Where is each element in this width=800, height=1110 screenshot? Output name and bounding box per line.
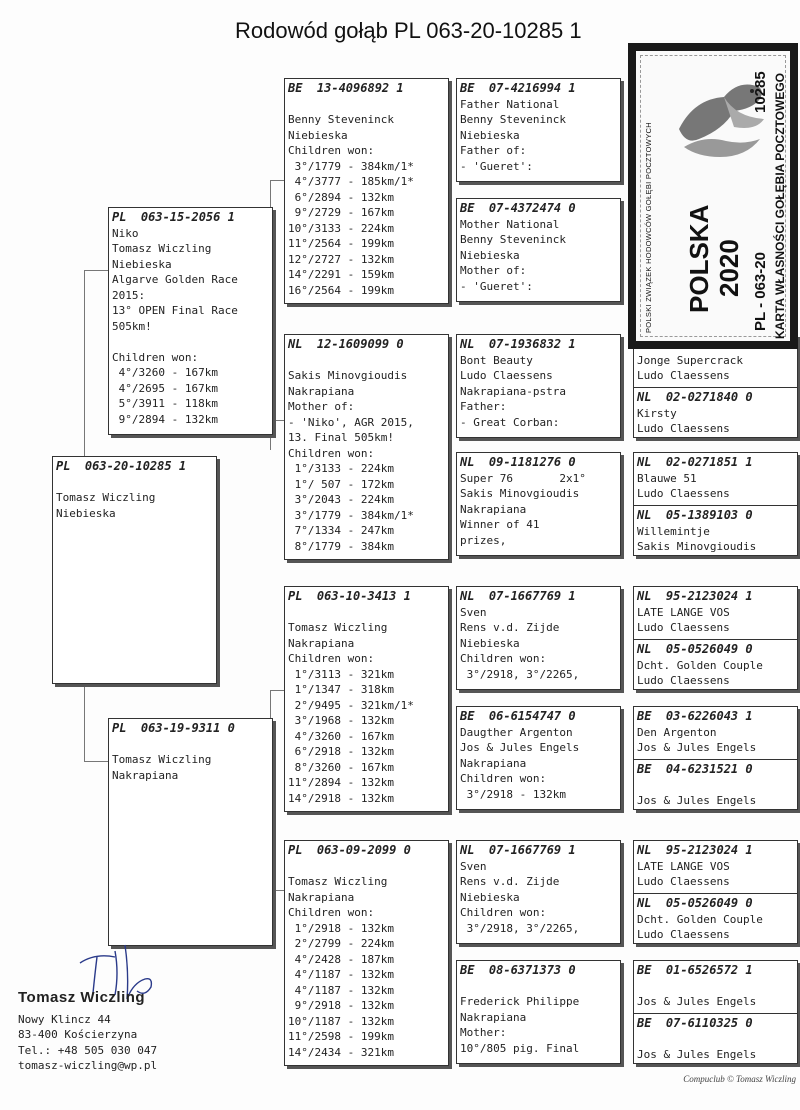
pedigree-ds-card [284, 586, 449, 812]
card-line: Mother of: [460, 264, 527, 277]
card-line: 4°/1187 - 132km [288, 983, 394, 997]
connector-line [84, 761, 108, 762]
card-number: 10285 [752, 71, 769, 113]
card-line: Tomasz Wiczling [288, 621, 388, 634]
card-line [637, 1032, 794, 1048]
ring-number: PL 063-19-9311 0 [112, 721, 235, 735]
card-line: Children won: [460, 652, 547, 665]
card-line: Nakrapiana [460, 502, 527, 516]
card-lines [288, 353, 445, 555]
card-caption: KARTA WŁASNOŚCI GOŁĘBIA POCZTOWEGO [773, 73, 787, 339]
card-line: 10°/805 pig. Final [460, 1041, 580, 1055]
pedigree-sss-card [456, 78, 621, 182]
connector-line [84, 270, 85, 460]
card-line: Dcht. Golden Couple [637, 658, 763, 672]
card-line: Jonge Supercrack [637, 353, 743, 367]
pedigree-sd-card [284, 334, 449, 560]
card-line: 14°/2291 - 159km [288, 268, 394, 281]
ring-number: PL 063-15-2056 1 [112, 210, 235, 224]
ring-number: BE 01-6526572 1 [637, 963, 753, 977]
card-line: 14°/2434 - 321km [288, 1045, 394, 1059]
card-line [56, 475, 213, 491]
card-line: 11°/2598 - 199km [288, 1030, 394, 1043]
ring-number: PL 063-09-2099 0 [288, 843, 411, 857]
pedigree-sdd-card [456, 452, 621, 556]
connector-line [84, 270, 108, 271]
card-line: Nakrapiana [288, 890, 355, 904]
pedigree-g5-half [634, 453, 797, 505]
card-line: 8°/1779 - 384km [288, 539, 394, 553]
card-lines [288, 859, 445, 1061]
card-line: Dcht. Golden Couple [637, 912, 763, 926]
pedigree-dsd-card [456, 706, 621, 810]
card-line: Ludo Claessens [460, 369, 553, 382]
card-line: 1°/ 507 - 172km [288, 477, 394, 491]
card-line [637, 778, 794, 794]
pedigree-dd-card [284, 840, 449, 1066]
card-line: Ludo Claessens [637, 875, 730, 888]
card-line: Tomasz Wiczling [56, 491, 156, 504]
card-line: Den Argenton [637, 725, 717, 739]
card-country: POLSKA [684, 204, 714, 313]
owner-address2: 83-400 Kościerzyna [18, 1028, 138, 1041]
card-line: 1°/2918 - 132km [288, 921, 394, 935]
card-line: Ludo Claessens [637, 369, 730, 382]
card-line: 13. Final 505km! [288, 431, 394, 444]
card-line: Niebieska [56, 506, 116, 520]
owner-phone: Tel.: +48 505 030 047 [18, 1043, 158, 1057]
card-line: Sakis Minovgioudis [637, 540, 757, 553]
ring-number: NL 02-0271851 1 [637, 455, 753, 469]
pedigree-g5-half [634, 505, 797, 556]
pedigree-dss-card [456, 586, 621, 690]
card-line: Niebieska [460, 248, 520, 262]
ownership-card [628, 43, 798, 349]
card-line [112, 737, 269, 753]
owner-info [18, 990, 157, 1074]
card-line: - 'Gueret': [460, 279, 533, 293]
card-line: Niko [112, 226, 139, 240]
card-line: Jos & Jules Engels [637, 794, 757, 807]
card-line: Children won: [112, 350, 199, 364]
card-line: LATE LANGE VOS [637, 605, 730, 619]
card-lines [460, 97, 617, 175]
card-line: 9°/2894 - 132km [112, 412, 218, 426]
card-line: 3°/1779 - 384km/1* [288, 508, 414, 522]
card-line [460, 979, 617, 995]
card-line: 2°/2799 - 224km [288, 937, 394, 950]
card-line: 3°/1779 - 384km/1* [288, 159, 414, 173]
card-line: 3°/2918 - 132km [460, 787, 566, 801]
pedigree-g5-half [634, 387, 797, 438]
card-line: 9°/2729 - 167km [288, 206, 394, 219]
pedigree-g5-half [634, 639, 797, 690]
card-line: 4°/2428 - 187km [288, 952, 394, 966]
footer-credit: Compuclub © Tomasz Wiczling [683, 1074, 796, 1084]
pedigree-ddd-card [456, 960, 621, 1064]
pedigree-g5-half [634, 707, 797, 759]
card-line [288, 353, 445, 369]
card-line: Nakrapiana [460, 1010, 527, 1024]
card-line: Nakrapiana [112, 768, 179, 782]
card-line: 4°/1187 - 132km [288, 968, 394, 981]
card-line: Nakrapiana [288, 384, 355, 398]
card-line: 1°/3113 - 321km [288, 667, 394, 681]
card-line: Mother: [460, 1026, 507, 1039]
ring-number: NL 07-1667769 1 [460, 843, 576, 857]
card-line: Benny Steveninck [460, 113, 566, 126]
card-line: Children won: [460, 772, 547, 785]
card-line: 2°/9495 - 321km/1* [288, 698, 414, 712]
card-line: 12°/2727 - 132km [288, 252, 394, 266]
card-line: Children won: [288, 906, 375, 919]
card-line: Blauwe 51 [637, 471, 697, 485]
connector-line [270, 690, 284, 691]
card-line [112, 334, 269, 350]
ring-number: BE 13-4096892 1 [288, 81, 404, 95]
pedigree-g5-card [633, 840, 798, 944]
card-line: Children won: [288, 144, 375, 157]
ring-number: NL 02-0271840 0 [637, 390, 753, 404]
card-line: Niebieska [460, 890, 520, 904]
card-line: Jos & Jules Engels [637, 1048, 757, 1061]
card-line: Jos & Jules Engels [460, 741, 580, 754]
card-line: 9°/2918 - 132km [288, 999, 394, 1012]
card-line: Niebieska [460, 636, 520, 650]
card-line: Benny Steveninck [288, 113, 394, 126]
card-year: 2020 [714, 239, 744, 297]
card-line: Rens v.d. Zijde [460, 621, 560, 634]
card-lines [112, 737, 269, 784]
ring-number: BE 06-6154747 0 [460, 709, 576, 723]
ring-number: PL 063-20-10285 1 [56, 459, 187, 473]
card-line [288, 605, 445, 621]
card-line: LATE LANGE VOS [637, 859, 730, 873]
ring-number: NL 05-1389103 0 [637, 508, 753, 522]
pedigree-dds-card [456, 840, 621, 944]
pedigree-g5-half [634, 1013, 797, 1064]
card-line: Jos & Jules Engels [637, 741, 757, 754]
card-lines [56, 475, 213, 522]
card-line: Sven [460, 859, 487, 873]
pedigree-g5-half [634, 893, 797, 944]
card-lines [112, 226, 269, 428]
pedigree-g5-card [633, 334, 798, 438]
ring-number: NL 05-0526049 0 [637, 896, 753, 910]
card-line: 8°/3260 - 167km [288, 760, 394, 774]
owner-address1: Nowy Klincz 44 [18, 1012, 111, 1026]
card-line: Algarve Golden Race [112, 273, 238, 286]
card-line [288, 97, 445, 113]
ring-number: NL 95-2123024 1 [637, 589, 753, 603]
card-line: Sakis Minovgioudis [288, 369, 408, 382]
pedigree-subject-card [52, 456, 217, 684]
ring-number: BE 03-6226043 1 [637, 709, 753, 723]
card-line: Jos & Jules Engels [637, 995, 757, 1008]
card-lines [460, 725, 617, 803]
card-line: 14°/2918 - 132km [288, 791, 394, 805]
card-org-text: POLSKI ZWIĄZEK HODOWCÓW GOŁĘBI POCZTOWYCH [644, 122, 653, 333]
card-line: 4°/3260 - 167km [112, 366, 218, 379]
card-line: 4°/2695 - 167km [112, 381, 218, 395]
ring-number: PL 063-10-3413 1 [288, 589, 411, 603]
card-line: 16°/2564 - 199km [288, 283, 394, 297]
card-lines [460, 979, 617, 1057]
card-lines [460, 353, 617, 431]
card-line: Father of: [460, 144, 527, 157]
card-line: Ludo Claessens [637, 422, 730, 435]
card-line: Ludo Claessens [637, 621, 730, 634]
card-line: 6°/2894 - 132km [288, 190, 394, 204]
pedigree-g5-half [634, 841, 797, 893]
card-line: Winner of 41 [460, 518, 540, 531]
card-line: Nakrapiana [288, 636, 355, 650]
pedigree-g5-card [633, 586, 798, 690]
pedigree-dam-card [108, 718, 273, 946]
ownership-card-inner [636, 51, 790, 341]
ring-number: BE 07-4216994 1 [460, 81, 576, 95]
card-lines [460, 859, 617, 937]
card-line: 3°/2918, 3°/2265, [460, 921, 580, 935]
card-line: Children won: [288, 652, 375, 665]
card-line: 11°/2894 - 132km [288, 776, 394, 789]
ring-number: BE 07-4372474 0 [460, 201, 576, 215]
owner-name: Tomasz Wiczling [18, 989, 146, 1006]
card-line: prizes, [460, 533, 507, 547]
ring-number: NL 07-1667769 1 [460, 589, 576, 603]
ring-number: BE 08-6371373 0 [460, 963, 576, 977]
card-line: 13° OPEN Final Race [112, 304, 238, 317]
card-line: Nakrapiana-pstra [460, 384, 566, 398]
owner-email: tomasz-wiczling@wp.pl [18, 1059, 158, 1072]
card-line: Ludo Claessens [637, 487, 730, 500]
card-line: 10°/1187 - 132km [288, 1014, 394, 1028]
connector-line [270, 180, 284, 181]
pedigree-ssd-card [456, 198, 621, 302]
card-line: 2015: [112, 288, 146, 302]
card-line: Sakis Minovgioudis [460, 487, 580, 500]
pedigree-sds-card [456, 334, 621, 438]
card-line: Niebieska [460, 128, 520, 142]
card-line: Kirsty [637, 406, 677, 420]
card-lines [460, 471, 617, 549]
card-line: 7°/1334 - 247km [288, 524, 394, 537]
pedigree-g5-card [633, 452, 798, 556]
ring-number: NL 09-1181276 0 [460, 455, 576, 469]
card-line: - Great Corban: [460, 415, 560, 429]
card-line: Niebieska [288, 128, 348, 142]
card-line: 1°/1347 - 318km [288, 683, 394, 696]
pedigree-g5-half [634, 759, 797, 810]
card-line: 3°/2043 - 224km [288, 493, 394, 506]
card-line: Sven [460, 605, 487, 619]
card-line: 3°/1968 - 132km [288, 714, 394, 727]
card-line: Super 76 2x1° [460, 471, 586, 485]
card-line: 11°/2564 - 199km [288, 237, 394, 250]
card-line: 3°/2918, 3°/2265, [460, 667, 580, 681]
card-line: Father: [460, 400, 507, 413]
card-line [637, 979, 794, 995]
card-lines [460, 605, 617, 683]
card-line: 10°/3133 - 224km [288, 221, 394, 235]
pedigree-sire-card [108, 207, 273, 435]
pedigree-ss-card [284, 78, 449, 304]
card-line: Niebieska [112, 257, 172, 271]
card-line: Ludo Claessens [637, 674, 730, 687]
card-line: Mother of: [288, 400, 355, 413]
connector-line [84, 686, 85, 761]
card-line: Mother National [460, 217, 560, 231]
card-line: Rens v.d. Zijde [460, 875, 560, 888]
card-line: 505km! [112, 319, 152, 333]
card-code: PL - 063-20 [752, 252, 769, 331]
card-line: Ludo Claessens [637, 928, 730, 941]
pedigree-g5-half [634, 587, 797, 639]
pedigree-g5-half [634, 961, 797, 1013]
page-title: Rodowód gołąb PL 063-20-10285 1 [235, 18, 582, 43]
card-line: Benny Steveninck [460, 233, 566, 246]
card-line: Tomasz Wiczling [288, 875, 388, 888]
card-line: Tomasz Wiczling [112, 753, 212, 766]
card-line: Father National [460, 97, 560, 111]
pedigree-g5-card [633, 960, 798, 1064]
card-lines [460, 217, 617, 295]
card-line: 4°/3777 - 185km/1* [288, 175, 414, 188]
ring-number: NL 07-1936832 1 [460, 337, 576, 351]
card-line: Children won: [288, 446, 375, 460]
card-line: - 'Gueret': [460, 159, 533, 173]
card-line: 5°/3911 - 118km [112, 397, 218, 410]
card-line: Nakrapiana [460, 756, 527, 770]
card-line: Children won: [460, 906, 547, 919]
card-line: 4°/3260 - 167km [288, 729, 394, 743]
ring-number: NL 95-2123024 1 [637, 843, 753, 857]
card-line: 6°/2918 - 132km [288, 745, 394, 758]
card-line: Bont Beauty [460, 353, 533, 367]
card-line: 1°/3133 - 224km [288, 462, 394, 475]
card-lines [288, 97, 445, 299]
card-line: Frederick Philippe [460, 995, 580, 1008]
ring-number: NL 12-1609099 0 [288, 337, 404, 351]
ring-number: BE 04-6231521 0 [637, 762, 753, 776]
card-line: Daugther Argenton [460, 725, 573, 739]
card-line [288, 859, 445, 875]
pedigree-g5-card [633, 706, 798, 810]
card-line: Tomasz Wiczling [112, 242, 212, 255]
ring-number: NL 05-0526049 0 [637, 642, 753, 656]
ring-number: BE 07-6110325 0 [637, 1016, 753, 1030]
card-line: Willemintje [637, 524, 710, 538]
card-lines [288, 605, 445, 807]
card-line: - 'Niko', AGR 2015, [288, 415, 414, 429]
